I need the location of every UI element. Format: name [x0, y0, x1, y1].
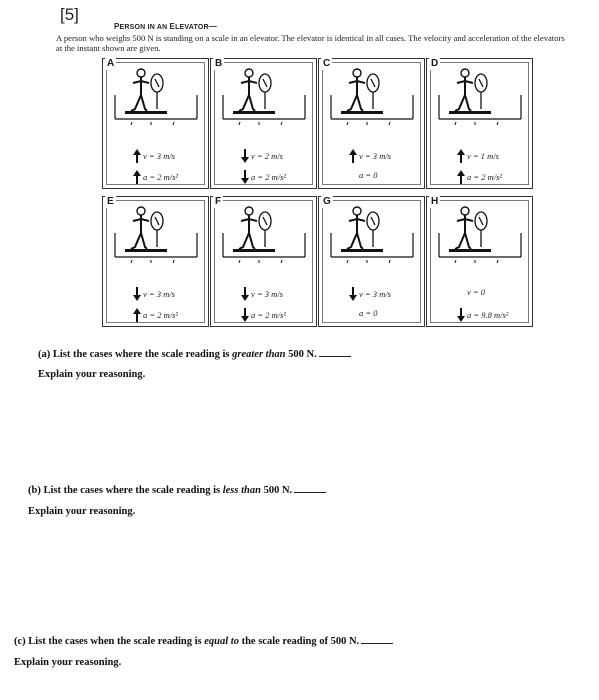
person-on-scale-figure — [327, 203, 417, 263]
question-c-text: (c) List the cases when the scale reading is — [14, 636, 205, 647]
velocity-label: v = 3 m/s — [251, 289, 283, 299]
acceleration-row — [241, 170, 286, 184]
acceleration-label: a = 2 m/s² — [143, 310, 178, 320]
question-c-emphasis: equal to — [204, 636, 239, 647]
person-on-scale-figure — [219, 65, 309, 125]
velocity-row — [241, 149, 283, 163]
question-c — [14, 636, 393, 647]
elevator-case-grid — [102, 58, 567, 341]
question-b-text-end: 500 N. — [260, 485, 293, 496]
velocity-label: v = 0 — [467, 287, 486, 297]
explain-a: Explain your reasoning. — [38, 369, 146, 380]
question-c-text-end: the scale reading of 500 N. — [238, 636, 360, 647]
down-arrow-icon — [241, 170, 249, 184]
question-b-text: (b) List the cases where the scale reading is — [28, 485, 223, 496]
velocity-row — [241, 287, 283, 301]
elevator-case-e — [102, 196, 209, 327]
velocity-row — [349, 149, 391, 163]
title-part1: ERSON IN AN — [119, 24, 170, 31]
elevator-case-h — [426, 196, 533, 327]
title-cap2: E — [169, 22, 176, 31]
case-letter: E — [107, 196, 114, 207]
up-arrow-icon — [133, 149, 141, 163]
up-arrow-icon — [457, 149, 465, 163]
velocity-label: v = 3 m/s — [143, 289, 175, 299]
acceleration-label: a = 2 m/s² — [467, 172, 502, 182]
velocity-row — [133, 287, 175, 301]
title-dash: — — [208, 22, 217, 31]
velocity-row — [457, 287, 485, 297]
question-a-emphasis: greater than — [232, 349, 286, 360]
velocity-row — [349, 287, 391, 301]
case-letter: C — [323, 58, 331, 69]
acceleration-label: a = 0 — [359, 308, 378, 318]
person-on-scale-figure — [435, 203, 525, 263]
acceleration-label: a = 2 m/s² — [143, 172, 178, 182]
explain-b: Explain your reasoning. — [28, 506, 136, 517]
case-letter: F — [215, 196, 222, 207]
person-on-scale-figure — [111, 203, 201, 263]
down-arrow-icon — [241, 149, 249, 163]
case-letter: A — [107, 58, 115, 69]
elevator-case-c — [318, 58, 425, 189]
question-a — [38, 349, 351, 360]
velocity-row — [457, 149, 499, 163]
down-arrow-icon — [241, 308, 249, 322]
person-on-scale-figure — [435, 65, 525, 125]
problem-intro: A person who weighs 500 N is standing on a scale in an elevator. The elevator is identical in all cases. The velocity and acceleration of the elevators at the instant shown are given. — [56, 33, 565, 53]
down-arrow-icon — [241, 287, 249, 301]
title-part2: LEVATOR — [175, 24, 209, 31]
acceleration-row — [133, 170, 178, 184]
answer-blank-c[interactable] — [361, 643, 393, 644]
acceleration-row — [241, 308, 286, 322]
case-letter: G — [323, 196, 331, 207]
explain-c: Explain your reasoning. — [14, 657, 122, 668]
acceleration-row — [133, 308, 178, 322]
problem-number: [5] — [60, 5, 79, 24]
velocity-label: v = 2 m/s — [251, 151, 283, 161]
down-arrow-icon — [133, 287, 141, 301]
case-letter: B — [215, 58, 223, 69]
up-arrow-icon — [133, 308, 141, 322]
person-on-scale-figure — [111, 65, 201, 125]
problem-title — [114, 22, 217, 31]
elevator-case-b — [210, 58, 317, 189]
acceleration-row — [349, 170, 378, 180]
answer-blank-b[interactable] — [294, 492, 326, 493]
elevator-case-g — [318, 196, 425, 327]
acceleration-label: a = 0 — [359, 170, 378, 180]
person-on-scale-figure — [327, 65, 417, 125]
velocity-label: v = 3 m/s — [359, 289, 391, 299]
acceleration-row — [349, 308, 378, 318]
case-letter: D — [431, 58, 439, 69]
acceleration-row — [457, 170, 502, 184]
case-letter: H — [431, 196, 439, 207]
up-arrow-icon — [133, 170, 141, 184]
acceleration-label: a = 2 m/s² — [251, 172, 286, 182]
velocity-label: v = 1 m/s — [467, 151, 499, 161]
elevator-case-a — [102, 58, 209, 189]
up-arrow-icon — [349, 149, 357, 163]
acceleration-label: a = 2 m/s² — [251, 310, 286, 320]
up-arrow-icon — [457, 170, 465, 184]
question-a-text: (a) List the cases where the scale reading is — [38, 349, 233, 360]
acceleration-label: a = 9.8 m/s² — [467, 310, 509, 320]
down-arrow-icon — [457, 308, 465, 322]
velocity-label: v = 3 m/s — [359, 151, 391, 161]
velocity-row — [133, 149, 175, 163]
question-a-text-end: 500 N. — [285, 349, 317, 360]
elevator-case-f — [210, 196, 317, 327]
velocity-label: v = 3 m/s — [143, 151, 175, 161]
question-b-emphasis: less than — [222, 485, 261, 496]
title-cap1: P — [114, 22, 120, 31]
question-b — [28, 485, 326, 496]
person-on-scale-figure — [219, 203, 309, 263]
down-arrow-icon — [349, 287, 357, 301]
acceleration-row — [457, 308, 508, 322]
answer-blank-a[interactable] — [319, 356, 351, 357]
elevator-case-d — [426, 58, 533, 189]
